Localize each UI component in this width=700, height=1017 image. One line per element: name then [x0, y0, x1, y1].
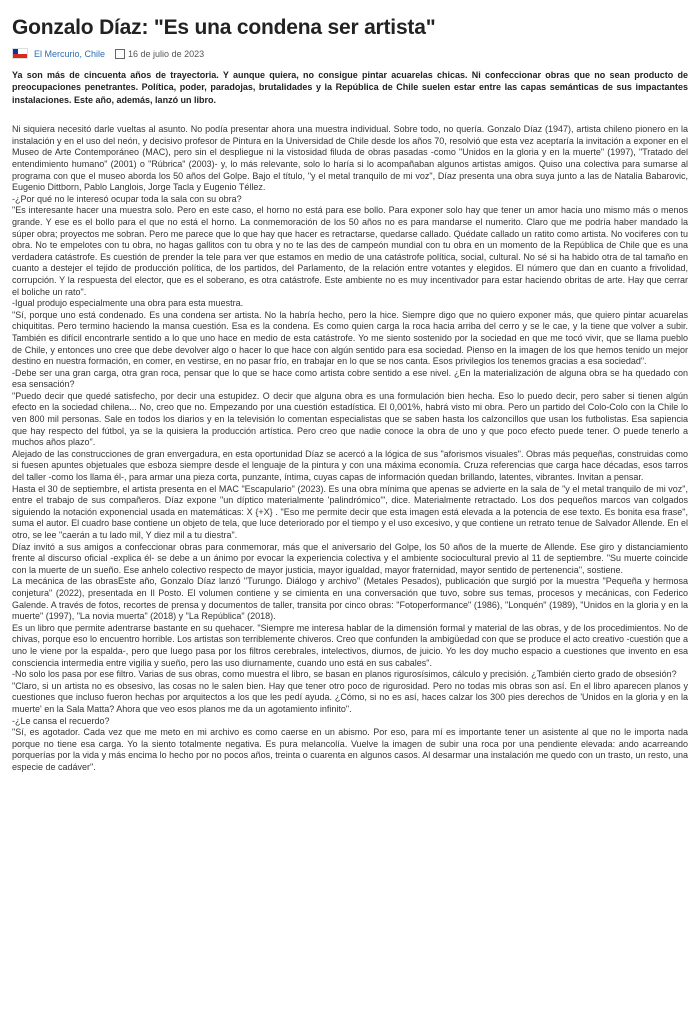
paragraph: -¿Le cansa el recuerdo?: [12, 715, 110, 726]
article-lead: Ya son más de cincuenta años de trayectoria. Y aunque quiera, no consigue pintar acuarelas chicas. Ni confeccionar obras que no sean producto de preocupaciones penetrantes. Política, poder, paradojas, brutalidades y la República de Chile suelen estar entre las capas semánticas de sus impactantes instalaciones. Este año, además, lanzó un libro.: [12, 70, 688, 105]
paragraph: "Es interesante hacer una muestra solo. Pero en este caso, el horno no está para ese bollo. Para exponer solo hay que tener un amor hacia uno mismo más o menos grande. Y ese es el bollo para el que no está el horno. La conmemoración de los 50 años no es para mandarse el numerito. Claro que me podría haber mandado la súper obra; proyectos me sobran. Pero me parece que lo que hay que hacer es retractarse, quedarse callado. Quédate callado un ratito como artista. No vociferes con tu obra. No te empelotes con tu obra, no hagas gallitos con tu obra y no te las des de campeón mundial con tu obra en un momento de la República de Chile que es una verdadera catástrofe. Es cuestión de prender la tele para ver que estamos en medio de una catástrofe política, social, cultural. No sé si ha habido otra de tal tamaño en cuanto a destejer el tejido de producción política, de los partidos, del Parlamento, de la relación entre votantes y elegidos. El número que dan en cuanto a frivolidad, corrupción. Y la respuesta del elector, que es el soberano, es otra catástrofe. Este ambiente no es muy incentivador para estar haciendo obritas de arte. Hay que cerrar el boliche un rato".: [12, 205, 688, 297]
calendar-icon: [115, 49, 125, 59]
paragraph: -Igual produjo especialmente una obra para esta muestra.: [12, 298, 244, 309]
paragraph: Ni siquiera necesitó darle vueltas al asunto. No podía presentar ahora una muestra individual. Sobre todo, no quería. Gonzalo Díaz (1947), artista chileno pionero en la instalación y en el uso del neón, y decisivo profesor de Pintura en la Universidad de Chile desde los años 70, resolvió que esta vez aceptaría la invitación a exponer en el Museo de Arte Contemporáneo (MAC), pero sin el despliegue ni la vistosidad filuda de obras pasadas -como "Unidos en la gloria y en la muerte" (1997), "Tratado del entendimiento humano" (2001) o "Rúbrica" (2003)- y, lo más relevante, solo lo haría si lo acompañaban algunos artistas amigos. Quiso una colectiva para sumarse al programa con que el museo aborda los 50 años del Golpe. Bajo el título, "y el metal tranquilo de mi voz", Díaz presenta una obra suya junto a las de Natalia Babarovic, Eugenio Dittborn, Pablo Langlois, Jorge Tacla y Eugenio Téllez.: [12, 124, 688, 193]
article-body: [12, 124, 688, 773]
paragraph: Es un libro que permite adentrarse bastante en su quehacer. "Siempre me interesa hablar de la dimensión formal y material de las obras, y de los procedimientos. No de chivas, porque eso lo encuentro horrible. Los artistas son terriblemente chiveros. Creo que confunden la ambigüedad con que se produce el acto creativo -cuestión que a uno le viene por la espalda-, pero que luego pasa por los filtros cerebrales, intelectivos, diurnos, de juicio. Yo les doy mucho espacio a cuestiones que invento en esa consciencia intermedia entre vigilia y sueño, pero las uso diurnamente, cuando uno está en sus cabales".: [12, 622, 688, 668]
paragraph: -Debe ser una gran carga, otra gran roca, pensar que lo que se hace como artista cobre sentido a ese nivel. ¿En la materialización de alguna obra se ha quedado con esa sensación?: [12, 367, 688, 390]
paragraph: "Claro, si un artista no es obsesivo, las cosas no le salen bien. Hay que tener otro poco de rigurosidad. Pero no todas mis obras son así. En el libro aparecen planos y cuestiones que incluso fueron hechas por arquitectos a los que les pedí ayuda. ¿Cómo, si no es así, haces calzar los 300 pies derechos de 'Unidos en la gloria y en la muerte' en la Sala Matta? Ahora que veo esos planos me da un agotamiento infinito".: [12, 680, 688, 714]
paragraph: La mecánica de las obrasEste año, Gonzalo Díaz lanzó "Turungo. Diálogo y archivo" (Metales Pesados), publicación que surgió por la muestra "Pequeña y hermosa conjetura" (2022), presentada en Il Posto. El volumen contiene y se cimienta en una conversación que tuvo, sobre sus temas, procesos y mecánicas, con Federico Galende. A través de fotos, recortes de prensa y documentos de taller, transita por cinco obras: "Fotoperformance" (1986), "Lonquén" (1989), "Unidos en la gloria y en la muerte" (1997), "La novia muerta" (2018) y "La República" (2018).: [12, 576, 688, 622]
paragraph: Díaz invitó a sus amigos a confeccionar obras para conmemorar, más que el aniversario del Golpe, los 50 años de la muerte de Allende. Ese giro y distanciamiento frente al discurso oficial -explica él- se debe a un ánimo por evocar la experiencia colectiva y el ambiente sociocultural previo al 11 de septiembre. "Su muerte coincide con la muerte de un sueño. Ese anhelo colectivo respecto de mayor justicia, mayor igualdad, mayor fraternidad, mayor sentido de pertenencia", sostiene.: [12, 541, 688, 575]
paragraph: -¿Por qué no le interesó ocupar toda la sala con su obra?: [12, 193, 242, 204]
paragraph: "Sí, es agotador. Cada vez que me meto en mi archivo es como caerse en un abismo. Por eso, para mí es importante tener un asistente al que no le importa nada porque no tiene esa carga. Yo la siento totalmente negativa. Es pura melancolía. Vuelve la imagen de subir una roca por una pendiente elevada: ando acarreando porquerías por la vida y más encima lo hecho por no pocos años, treinta o cuarenta en algunos casos. Al desarmar una instalación me quedo con un trasto, un resto, una especie de cadáver".: [12, 727, 688, 772]
paragraph: -No solo los pasa por ese filtro. Varias de sus obras, como muestra el libro, se basan en planos rigurosísimos, cálculo y precisión. ¿También cierto grado de obsesión?: [12, 669, 677, 680]
paragraph: "Puedo decir que quedé satisfecho, por decir una estupidez. O decir que alguna obra es una formulación bien hecha. Eso lo puedo decir, pero saber si tienen algún efecto en la sociedad chilena... No, creo que no. Empezando por una cuestión estadística. El 0,001%, habrá visto mi obra. Pero un partido del Colo-Colo con la Chile lo ven 800 mil personas. Sale en todos los diarios y en la televisión lo comentan especialistas que se saben hasta los calzoncillos que usan los futbolistas. Esa sapiencia que hay respecto del fútbol, ya se la quisiera la producción artística. Pero creo que nadie conoce la obra de uno y que poco efecto puede tener. O puede tenerlo a muchos años plazo".: [12, 390, 688, 448]
article-date: 16 de julio de 2023: [128, 48, 205, 59]
paragraph: "Sí, porque uno está condenado. Es una condena ser artista. No la habría hecho, pero la hice. Siempre digo que no quiero exponer más, que quiero pintar acuarelas chiquititas. Pero termino haciendo la mansa cuestión. Esa es la condena. Es como quien carga la roca hacia arriba del cerro y se le cae, y la tiene que volver a subir. También es difícil encontrarle sentido a lo que uno hace en medio de esta catástrofe. Yo me siento sostenido por la sociedad en que me tocó vivir, que se llama pueblo de Chile, y entonces uno cree que debe devolver algo o hacer lo que hace con algún sentido para esa sociedad. Pienso en la imagen de los que hemos tenido un mejor destino en nuestra formación, en comer, en vestirse, en no pasar frío, en trabajar en lo que se nos canta. Esos privilegios los tenemos gracias a esa sociedad".: [12, 309, 688, 367]
paragraph: Alejado de las construcciones de gran envergadura, en esta oportunidad Díaz se acercó a la lógica de sus "aforismos visuales". Obras más pequeñas, construidas como si fuesen apuntes objetuales que esboza siempre desde el lenguaje de la pintura y con una máxima economía. Cruza referencias que carga hace décadas, esos tarros del taller -como los llama él-, para armar una pieza corta, punzante, íntima, cuyas capas de información quedan brillando, latentes, vibrantes. Invitan a pensar.: [12, 448, 688, 483]
paragraph: Hasta el 30 de septiembre, el artista presenta en el MAC "Escapulario" (2023). Es una obra mínima que apenas se advierte en la sala de "y el metal tranquilo de mi voz", entre el trabajo de sus compañeros. Díaz expone "un díptico materialmente 'palindrómico'", dice. Materialmente retractado. Los dos pequeños marcos van colgados siguiendo la notación exponencial usada en matemáticas: X {+X} . "Eso me permite decir que esta imagen está elevada a la potencia de ese texto. Es bonita esa frase", suma el autor. El cuadro base contiene un objeto de tela, que luce deteriorado por el tiempo y el uso excesivo, y que contiene un retrato tenue de Salvador Allende. En el otro, se lee "caerán a tu lado mil, Y diez mil a tu diestra".: [12, 483, 688, 540]
chile-flag-icon: [12, 48, 28, 59]
article-meta: [12, 48, 688, 59]
article-title: Gonzalo Díaz: "Es una condena ser artista": [12, 16, 436, 39]
source-link[interactable]: El Mercurio, Chile: [34, 48, 106, 59]
